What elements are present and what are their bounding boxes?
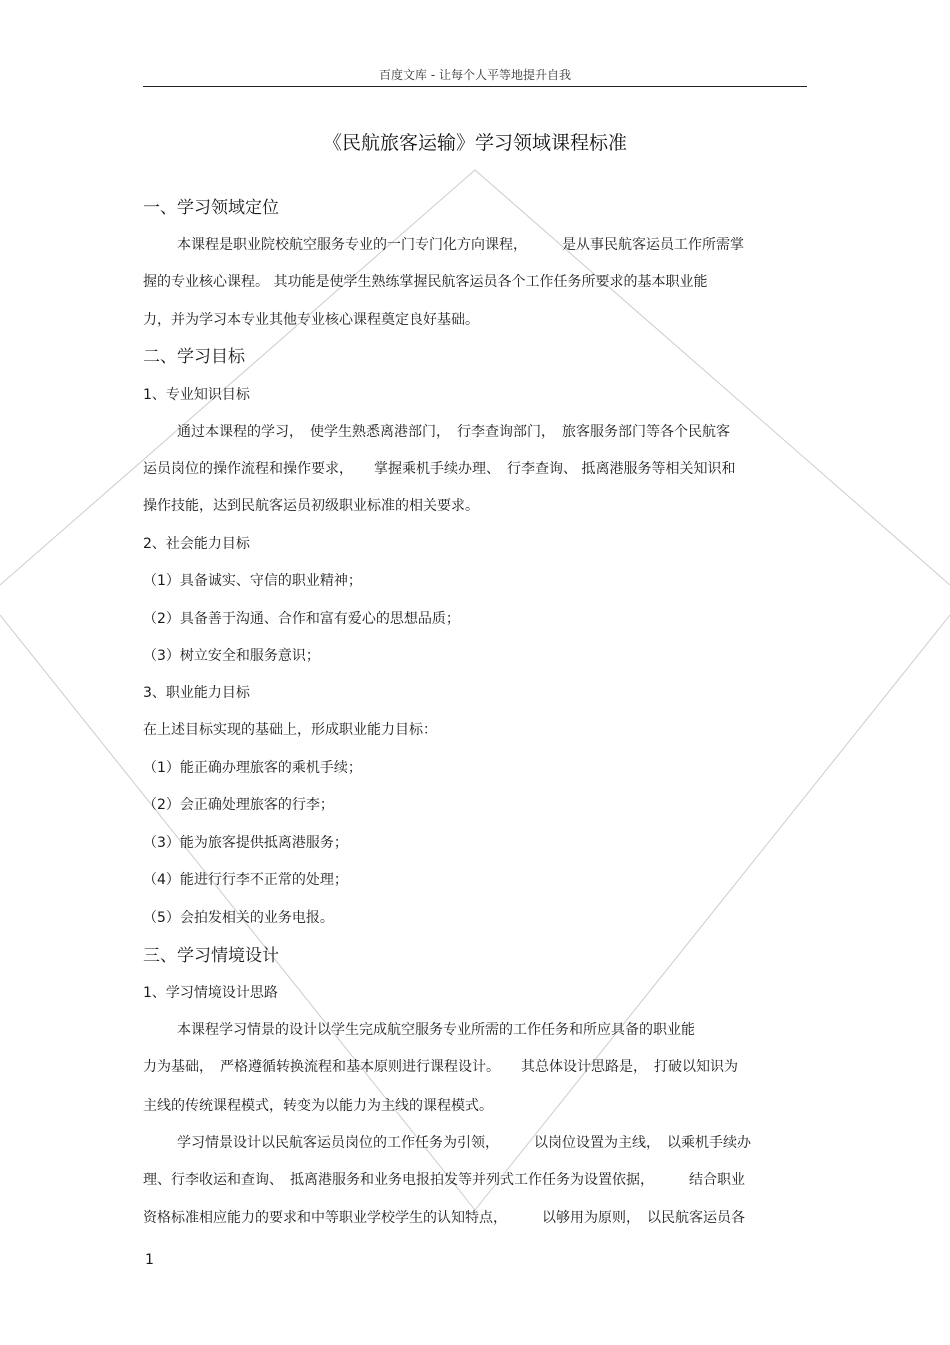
section-heading-positioning: 一、学习领域定位 xyxy=(143,198,279,218)
section-heading-scenario-design: 三、学习情境设计 xyxy=(143,946,279,966)
paragraph-line: 本课程学习情景的设计以学生完成航空服务专业所需的工作任务和所应具备的职业能 xyxy=(177,1022,695,1038)
list-item: （2）具备善于沟通、合作和富有爱心的思想品质； xyxy=(143,611,460,627)
paragraph-line: 理、行李收运和查询、 抵离港服务和业务电报拍发等并列式工作任务为设置依据， 结合职业 xyxy=(143,1172,745,1188)
paragraph-line: 主线的传统课程模式，转变为以能力为主线的课程模式。 xyxy=(143,1098,493,1114)
paragraph-line: 力，并为学习本专业其他专业核心课程奠定良好基础。 xyxy=(143,312,479,328)
page-header: 百度文库 - 让每个人平等地提升自我 xyxy=(379,68,571,82)
paragraph-line: 运员岗位的操作流程和操作要求， 掌握乘机手续办理、 行李查询、 抵离港服务等相关知识和 xyxy=(143,461,736,477)
page-number: 1 xyxy=(145,1252,154,1268)
document-title: 《民航旅客运输》学习领域课程标准 xyxy=(322,132,627,154)
subsection-heading: 2、社会能力目标 xyxy=(143,536,250,552)
list-item: （1）具备诚实、守信的职业精神； xyxy=(143,573,362,589)
subsection-heading: 1、专业知识目标 xyxy=(143,387,250,403)
list-item: （3）能为旅客提供抵离港服务； xyxy=(143,835,348,851)
subsection-heading: 3、职业能力目标 xyxy=(143,685,250,701)
list-item: （1）能正确办理旅客的乘机手续； xyxy=(143,760,362,776)
paragraph-line: 通过本课程的学习， 使学生熟悉离港部门， 行李查询部门， 旅客服务部门等各个民航客 xyxy=(177,424,730,440)
list-item: （5）会拍发相关的业务电报。 xyxy=(143,910,334,926)
list-item: （4）能进行行李不正常的处理； xyxy=(143,872,348,888)
paragraph-line: 学习情景设计以民航客运员岗位的工作任务为引领， 以岗位设置为主线， 以乘机手续办 xyxy=(177,1135,751,1151)
paragraph-line: 力为基础， 严格遵循转换流程和基本原则进行课程设计。 其总体设计思路是， 打破以知识为 xyxy=(143,1059,738,1075)
paragraph-line: 握的专业核心课程。 其功能是使学生熟练掌握民航客运员各个工作任务所要求的基本职业能 xyxy=(143,274,708,290)
section-heading-goals: 二、学习目标 xyxy=(143,347,245,367)
list-item: （2）会正确处理旅客的行李； xyxy=(143,797,334,813)
header-divider xyxy=(143,86,807,87)
paragraph-line: 资格标准相应能力的要求和中等职业学校学生的认知特点， 以够用为原则， 以民航客运员各 xyxy=(143,1210,745,1226)
paragraph-line: 在上述目标实现的基础上，形成职业能力目标： xyxy=(143,722,437,738)
paragraph-line: 操作技能，达到民航客运员初级职业标准的相关要求。 xyxy=(143,498,479,514)
paragraph-line: 本课程是职业院校航空服务专业的一门专门化方向课程， 是从事民航客运员工作所需掌 xyxy=(177,237,744,253)
subsection-heading: 1、学习情境设计思路 xyxy=(143,985,278,1001)
list-item: （3）树立安全和服务意识； xyxy=(143,648,320,664)
